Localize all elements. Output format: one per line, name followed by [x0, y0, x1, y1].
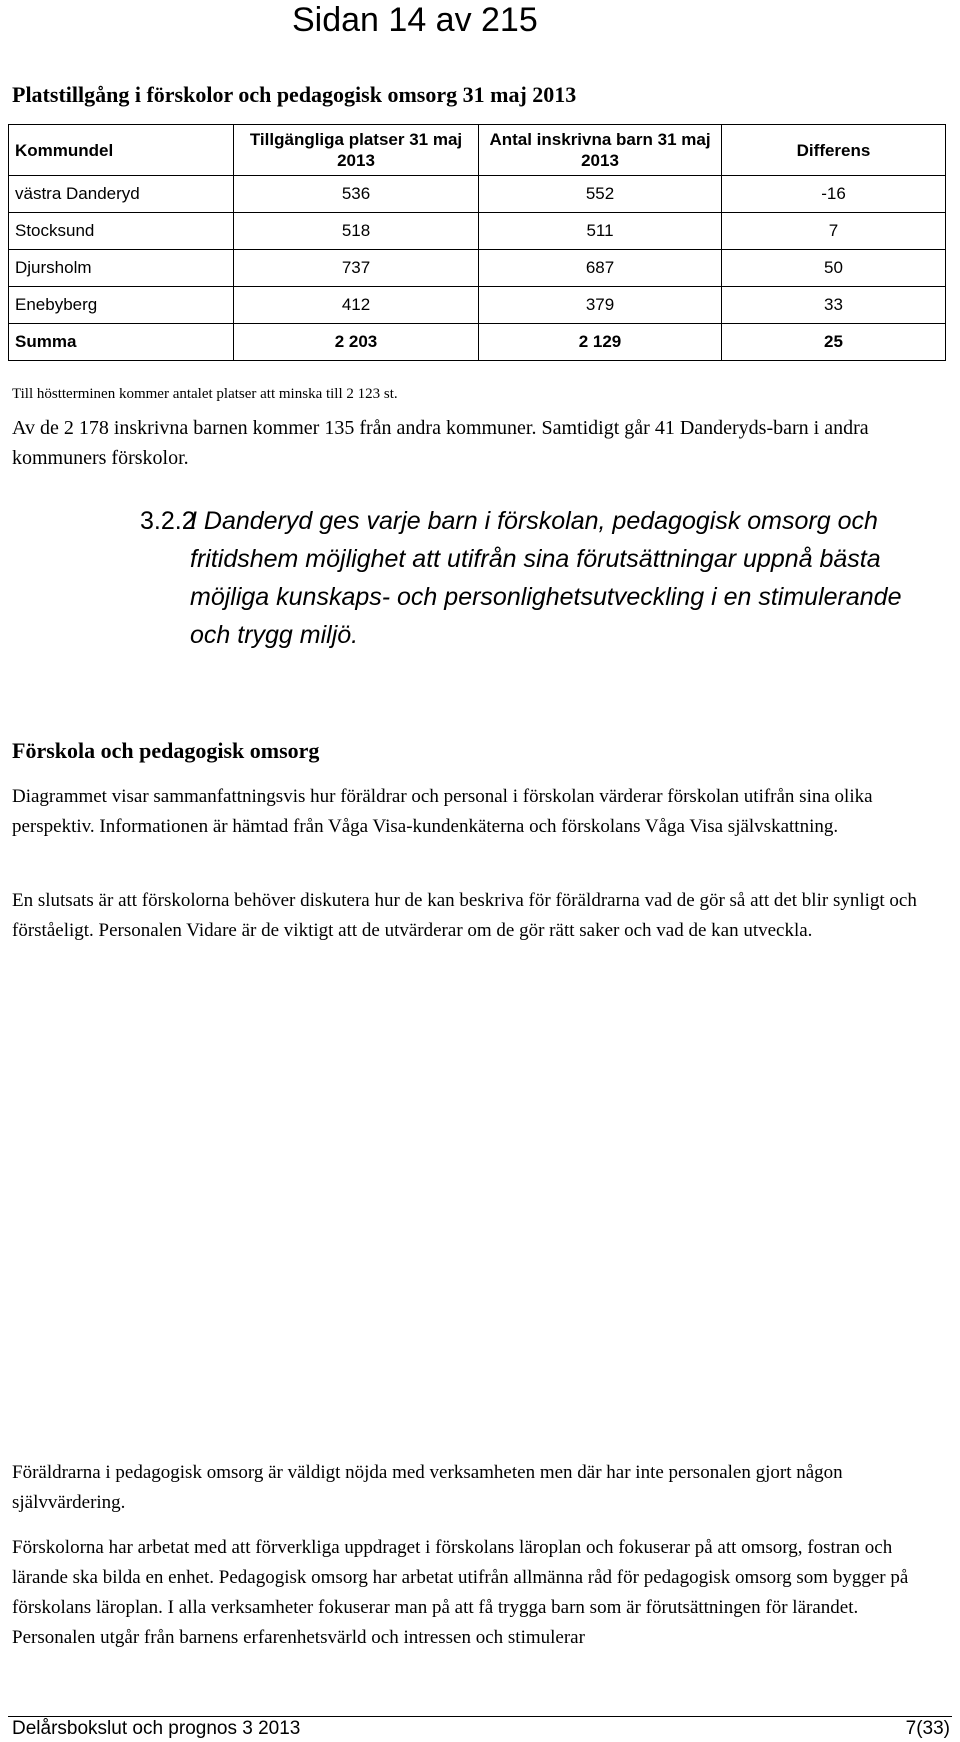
paragraph-diagram-intro: Diagrammet visar sammanfattningsvis hur föräldrar och personal i förskolan värderar förskolan utifrån sina olika perspektiv. Informationen är hämtad från Våga Visa-kundenkäterna och förskolans Våga Visa självskattning. — [12, 786, 873, 837]
header-enrolled: Antal inskrivna barn 31 maj 2013 — [479, 125, 722, 176]
table-note: Till höstterminen kommer antalet platser att minska till 2 123 st. — [12, 386, 398, 402]
goal-text: I Danderyd ges varje barn i förskolan, pedagogisk omsorg och fritidshem möjlighet att utifrån sina förutsättningar uppnå bästa möjliga kunskaps- och personlighetsutveckling i en stimulerande och trygg miljö. — [190, 507, 902, 649]
cell-available: 536 — [234, 176, 479, 213]
paragraph-conclusion: En slutsats är att förskolorna behöver diskutera hur de kan beskriva för föräldrarna vad de gör så att det blir synligt och förståeligt. Personalen Vidare är de viktigt att de utvärderar om de gör rätt saker och vad de kan utveckla. — [12, 890, 917, 941]
section-title: Platstillgång i förskolor och pedagogisk omsorg 31 maj 2013 — [12, 82, 577, 107]
cell-enrolled: 379 — [479, 287, 722, 324]
footer-page-number: 7(33) — [905, 1718, 950, 1739]
goal-text-wrap — [116, 502, 916, 654]
cell-available: 518 — [234, 213, 479, 250]
header-available: Tillgängliga platser 31 maj 2013 — [234, 125, 479, 176]
sub-heading: Förskola och pedagogisk omsorg — [12, 738, 320, 763]
paragraph-enrollment: Av de 2 178 inskrivna barnen kommer 135 från andra kommuner. Samtidigt går 41 Danderyds-barn i andra kommuners förskolor. — [12, 417, 869, 469]
cell-enrolled: 687 — [479, 250, 722, 287]
cell-enrolled: 552 — [479, 176, 722, 213]
cell-available: 737 — [234, 250, 479, 287]
cell-difference: -16 — [722, 176, 946, 213]
footer-divider — [8, 1716, 952, 1717]
cell-difference: 33 — [722, 287, 946, 324]
cell-summary-difference: 25 — [722, 324, 946, 361]
cell-district: Stocksund — [9, 213, 234, 250]
cell-district: Djursholm — [9, 250, 234, 287]
table-row — [9, 176, 946, 213]
cell-summary-enrolled: 2 129 — [479, 324, 722, 361]
table-summary-row — [9, 324, 946, 361]
table-header-row — [9, 125, 946, 176]
cell-enrolled: 511 — [479, 213, 722, 250]
footer-document-title: Delårsbokslut och prognos 3 2013 — [12, 1718, 301, 1739]
goal-heading — [116, 502, 916, 654]
paragraph-curriculum: Förskolorna har arbetat med att förverkliga uppdraget i förskolans läroplan och fokuserar på att omsorg, fostran och lärande ska bilda en enhet. Pedagogisk omsorg har arbetat utifrån allmänna råd för pedagogisk omsorg som bygger på förskolans läroplan. I alla verksamheter fokuserar man på att få trygga barn som är förutsättningen för lärandet. Personalen utgår från barnens erfarenhetsvärld och intressen och stimulerar — [12, 1537, 909, 1648]
page-header: Sidan 14 av 215 — [292, 1, 538, 39]
cell-available: 412 — [234, 287, 479, 324]
cell-difference: 50 — [722, 250, 946, 287]
table-row — [9, 213, 946, 250]
cell-difference: 7 — [722, 213, 946, 250]
diagram-placeholder — [12, 990, 942, 1430]
cell-district: Enebyberg — [9, 287, 234, 324]
header-difference: Differens — [722, 125, 946, 176]
table-row — [9, 287, 946, 324]
cell-summary-available: 2 203 — [234, 324, 479, 361]
places-table — [8, 124, 946, 361]
header-kommundel: Kommundel — [9, 125, 234, 176]
table-row — [9, 250, 946, 287]
paragraph-parents: Föräldrarna i pedagogisk omsorg är väldigt nöjda med verksamheten men där har inte personalen gjort någon självvärdering. — [12, 1462, 843, 1513]
cell-district: västra Danderyd — [9, 176, 234, 213]
goal-number: 3.2.2 — [140, 507, 196, 535]
cell-summary-label: Summa — [9, 324, 234, 361]
